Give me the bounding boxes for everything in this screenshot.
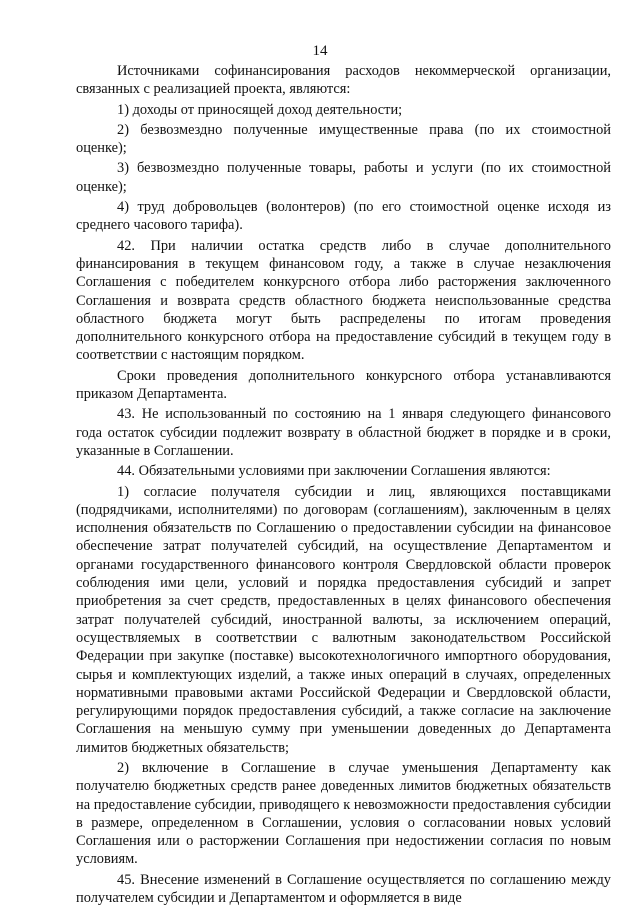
page-number: 14: [312, 43, 328, 59]
paragraph-clause-43: 43. Не использованный по состоянию на 1 января следующего финансового года остаток субсидии подлежит возврату в областной бюджет в порядке и в сроки, указанные в Соглашении.: [76, 406, 611, 459]
paragraph-clause-44-item-2: 2) включение в Соглашение в случае уменьшения Департаменту как получателю бюджетных средств ранее доведенных лимитов бюджетных обязательств на предоставление субсидии, приводящего к невозможности предоставления субсидии в размере, определенном в Соглашении, условия о согласовании новых условий Соглашения или о расторжении Соглашения при недостижении согласия по новым условиям.: [76, 759, 611, 868]
paragraph-item-1: 1) доходы от приносящей доход деятельности;: [117, 101, 403, 118]
paragraph-cofinancing-sources: Источниками софинансирования расходов некоммерческой организации, связанных с реализацией проекта, являются:: [76, 63, 611, 98]
paragraph-item-4: 4) труд добровольцев (волонтеров) (по его стоимостной оценке исходя из среднего часового тарифа).: [76, 199, 611, 234]
paragraph-clause-44-item-1: 1) согласие получателя субсидии и лиц, являющихся поставщиками (подрядчиками, исполнителями) по договорам (соглашениям), заключенным в целях исполнения обязательств по Соглашению о предоставлении субсидии на финансовое обеспечение затрат получателей субсидий, на осуществление Департаментом и органами государственного финансового контроля Свердловской области проверок соблюдения ими цели, условий и порядка предоставления субсидий и запрет приобретения за счет средств, предоставленных в целях финансового обеспечения затрат получателей субсидий, иностранной валюты, за исключением операций, осуществляемых в соответствии с валютным законодательством Российской Федерации при закупке (поставке) высокотехнологичного импортного оборудования, сырья и комплектующих изделий, а также иных операций в случаях, определенных нормативными правовыми актами Российской Федерации и Свердловской области, регулирующими порядок предоставления субсидий, а также согласие на заключение Соглашения на меньшую сумму при уменьшении доведенных до Департамента лимитов бюджетных обязательств;: [76, 483, 611, 756]
paragraph-selection-terms: Сроки проведения дополнительного конкурсного отбора устанавливаются приказом Департамента.: [76, 367, 611, 403]
paragraph-clause-45: 45. Внесение изменений в Соглашение осуществляется по соглашению между получателем субсидии и Департаментом и оформляется в виде: [76, 871, 611, 907]
page-body: [76, 62, 611, 909]
paragraph-item-3: 3) безвозмездно полученные товары, работы и услуги (по их стоимостной оценке);: [76, 160, 611, 195]
paragraph-item-2: 2) безвозмездно полученные имущественные права (по их стоимостной оценке);: [76, 121, 611, 157]
paragraph-clause-42: 42. При наличии остатка средств либо в случае дополнительного финансирования в текущем финансовом году, а также в случае незаключения Соглашения с победителем конкурсного отбора либо расторжения заключенного Соглашения и возврата средств областного бюджета неиспользованные средства областного бюджета могут быть распределены по итогам проведения дополнительного конкурсного отбора на предоставление субсидий в текущем году в соответствии с настоящим порядком.: [76, 237, 611, 364]
paragraph-clause-44: 44. Обязательными условиями при заключении Соглашения являются:: [117, 463, 551, 480]
